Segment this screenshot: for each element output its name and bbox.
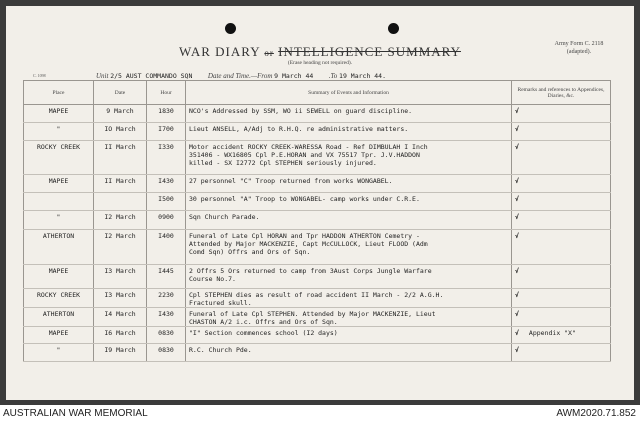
table-row <box>24 141 611 175</box>
summary-line: Attended by Major MACKENZIE, Capt McCULLOCK, Lieut FLOOD (Adm <box>189 240 428 248</box>
cell-date: II March <box>94 141 147 175</box>
cell-place: ATHERTON <box>24 308 94 327</box>
cell-remarks <box>512 230 611 265</box>
cell-hour: I500 <box>147 193 186 211</box>
cell-summary <box>186 289 512 308</box>
cell-remarks <box>512 211 611 230</box>
cell-remarks <box>512 105 611 123</box>
title-main: WAR DIARY <box>179 44 261 59</box>
cell-place: MAPEE <box>24 175 94 193</box>
cell-date: 9 March <box>94 105 147 123</box>
cell-remarks <box>512 265 611 289</box>
cell-summary <box>186 211 512 230</box>
summary-line: 30 personnel "A" Troop to WONGABEL- camp works under C.R.E. <box>189 195 420 203</box>
table-row <box>24 230 611 265</box>
check-mark-icon: √ <box>515 232 519 240</box>
title-struck: INTELLIGENCE SUMMARY <box>278 44 461 59</box>
form-number-line2: (adapted). <box>566 49 592 55</box>
unit-line <box>96 72 386 80</box>
cell-place <box>24 193 94 211</box>
cell-summary <box>186 344 512 362</box>
unit-label: Unit <box>96 72 109 80</box>
cell-remarks <box>512 308 611 327</box>
footer-accession: AWM2020.71.852 <box>556 408 636 419</box>
cell-summary <box>186 327 512 344</box>
table-row <box>24 289 611 308</box>
check-mark-icon: √ <box>515 125 519 133</box>
cell-place: ATHERTON <box>24 230 94 265</box>
form-number-line1: Army Form C. 2118 <box>554 41 604 47</box>
cell-hour: 0830 <box>147 327 186 344</box>
check-mark-icon: √ <box>515 310 519 318</box>
summary-line: 2 Offrs 5 Ors returned to camp from 3Aust Corps Jungle Warfare <box>189 267 432 275</box>
cell-place: ROCKY CREEK <box>24 289 94 308</box>
form-number <box>544 40 614 56</box>
col-hour: Hour <box>147 81 186 105</box>
diary-body <box>24 105 611 362</box>
table-row <box>24 308 611 327</box>
punch-hole-right <box>388 23 399 34</box>
summary-line: Comd Sqn) Offrs and Ors of Sqn. <box>189 248 311 256</box>
footer <box>0 405 640 421</box>
cell-date: II March <box>94 175 147 193</box>
summary-line: Lieut ANSELL, A/Adj to R.H.Q. re administrative matters. <box>189 125 409 133</box>
cell-place: MAPEE <box>24 265 94 289</box>
summary-line: Cpl STEPHEN dies as result of road accident II March - 2/2 A.G.H. <box>189 291 444 299</box>
summary-line: Fractured skull. <box>189 299 252 307</box>
check-mark-icon: √ <box>515 267 519 275</box>
cell-date <box>94 193 147 211</box>
check-mark-icon: √ <box>515 195 519 203</box>
table-row <box>24 211 611 230</box>
cell-date: I2 March <box>94 211 147 230</box>
check-mark-icon: √ <box>515 213 519 221</box>
cell-summary <box>186 105 512 123</box>
summary-line: Course No.7. <box>189 275 236 283</box>
check-mark-icon: √ <box>515 291 519 299</box>
to-label: .To <box>328 72 338 80</box>
cell-date: I3 March <box>94 289 147 308</box>
cell-hour: 0900 <box>147 211 186 230</box>
table-header-row <box>24 81 611 105</box>
cell-remarks <box>512 123 611 141</box>
cell-date: I6 March <box>94 327 147 344</box>
summary-line: killed - SX I2772 Cpl STEPHEN seriously injured. <box>189 159 377 167</box>
footer-credit: AUSTRALIAN WAR MEMORIAL <box>3 408 148 419</box>
cell-date: I3 March <box>94 265 147 289</box>
cell-hour: 0830 <box>147 344 186 362</box>
title-or: or <box>264 48 274 58</box>
cell-date: IO March <box>94 123 147 141</box>
cell-hour: I430 <box>147 308 186 327</box>
cell-summary <box>186 193 512 211</box>
cell-summary <box>186 175 512 193</box>
cell-date: I2 March <box>94 230 147 265</box>
page-title <box>6 44 634 60</box>
cell-place: MAPEE <box>24 327 94 344</box>
cell-hour: I430 <box>147 175 186 193</box>
check-mark-icon: √ <box>515 346 519 354</box>
col-date: Date <box>94 81 147 105</box>
summary-line: 27 personnel "C" Troop returned from works WONGABEL. <box>189 177 393 185</box>
summary-line: Sqn Church Parade. <box>189 213 260 221</box>
cell-remarks <box>512 344 611 362</box>
summary-line: Motor accident ROCKY CREEK-WARESSA Road - Ref DIMBULAH I Inch <box>189 143 428 151</box>
cell-place: " <box>24 211 94 230</box>
table-row <box>24 265 611 289</box>
cell-remarks <box>512 141 611 175</box>
summary-line: Funeral of Late Cpl HORAN and Tpr HADDON ATHERTON Cemetry - <box>189 232 420 240</box>
cell-place: ROCKY CREEK <box>24 141 94 175</box>
cell-remarks <box>512 193 611 211</box>
cell-place: MAPEE <box>24 105 94 123</box>
cell-hour: I700 <box>147 123 186 141</box>
cell-place: " <box>24 123 94 141</box>
col-place: Place <box>24 81 94 105</box>
col-summary: Summary of Events and Information <box>186 81 512 105</box>
check-mark-icon: √ <box>515 107 519 115</box>
page-subtitle: (Erase heading not required). <box>287 60 353 66</box>
corner-number: C. 1098 <box>33 73 46 78</box>
cell-summary <box>186 141 512 175</box>
cell-hour: I445 <box>147 265 186 289</box>
table-row <box>24 327 611 344</box>
cell-remarks <box>512 327 611 344</box>
to-value: 19 March 44. <box>339 72 387 80</box>
cell-summary <box>186 308 512 327</box>
cell-hour: I400 <box>147 230 186 265</box>
check-mark-icon: √ <box>515 329 519 337</box>
table-row <box>24 344 611 362</box>
from-value: 9 March 44 <box>274 72 314 80</box>
check-mark-icon: √ <box>515 177 519 185</box>
date-label: Date and Time.—From <box>207 72 273 80</box>
summary-line: NCO's Addressed by SSM, WO ii SEWELL on guard discipline. <box>189 107 413 115</box>
diary-table <box>23 80 611 362</box>
cell-date: I4 March <box>94 308 147 327</box>
table-row <box>24 123 611 141</box>
cell-summary <box>186 265 512 289</box>
cell-hour: 2230 <box>147 289 186 308</box>
summary-line: Funeral of Late Cpl STEPHEN. Attended by Major MACKENZIE, Lieut <box>189 310 436 318</box>
summary-line: "I" Section commences school (I2 days) <box>189 329 338 337</box>
cell-date: I9 March <box>94 344 147 362</box>
table-row <box>24 193 611 211</box>
punch-hole-left <box>225 23 236 34</box>
cell-hour: I330 <box>147 141 186 175</box>
table-row <box>24 175 611 193</box>
check-mark-icon: √ <box>515 143 519 151</box>
appendix-reference: Appendix "X" <box>528 329 576 337</box>
summary-line: 351406 - WX16805 Cpl P.E.HORAN and VX 75517 Tpr. J.V.HADDON <box>189 151 420 159</box>
summary-line: CHASTON A/2 i.c. Offrs and Ors of Sqn. <box>189 318 338 326</box>
cell-summary <box>186 230 512 265</box>
cell-remarks <box>512 175 611 193</box>
col-remarks: Remarks and references to Appendices, Diaries, &c. <box>512 81 611 105</box>
cell-summary <box>186 123 512 141</box>
unit-value: 2/5 AUST COMMANDO SQN <box>110 72 193 80</box>
cell-place: " <box>24 344 94 362</box>
cell-hour: 1830 <box>147 105 186 123</box>
table-row <box>24 105 611 123</box>
cell-remarks <box>512 289 611 308</box>
summary-line: R.C. Church Pde. <box>189 346 252 354</box>
